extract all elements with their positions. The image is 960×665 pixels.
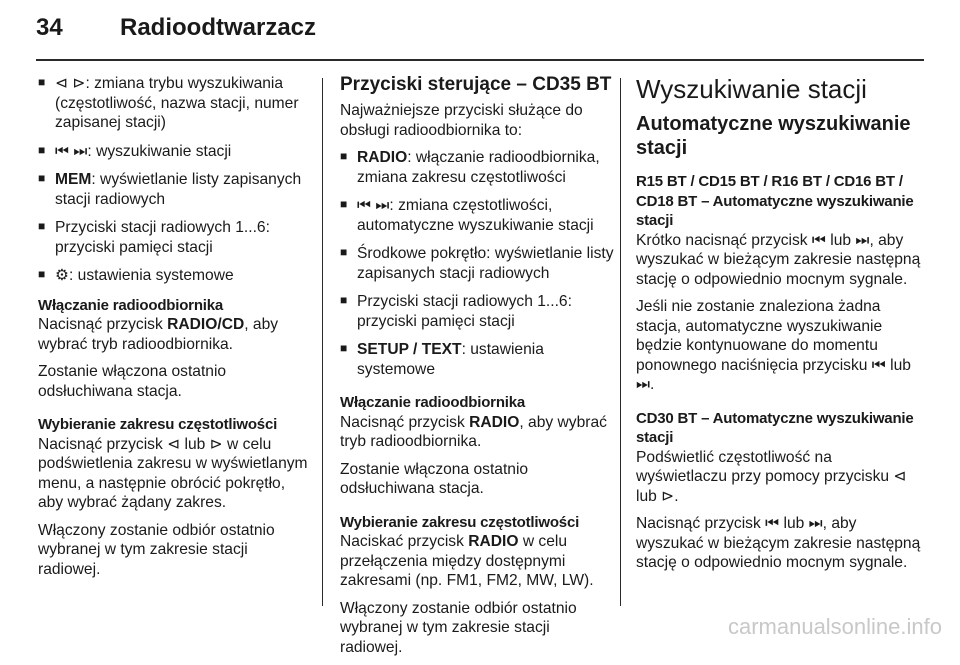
section-heading: Wybieranie zakresu częstotliwości [340, 513, 580, 531]
page-header [0, 0, 960, 60]
col2-button-list [340, 148, 615, 379]
section-heading: CD30 BT – Automatyczne wyszukiwanie stacji [636, 409, 914, 446]
paragraph: Jeśli nie zostanie znaleziona żadna stacja, automatyczne wyszukiwanie będzie kontynuowane do momentu ponownego naciśnięcia przycisku ⏮ lub ⏭. [636, 298, 911, 393]
watermark: carmanualsonline.info [727, 614, 942, 639]
paragraph: Nacisnąć przycisk RADIO, aby wybrać tryb radioodbiornika. [340, 413, 607, 450]
paragraph: Zostanie włączona ostatnio odsłuchiwana stacja. [340, 460, 529, 497]
col1-button-list [38, 74, 310, 286]
paragraph: Krótko nacisnąć przycisk ⏮ lub ⏭, aby wyszukać w bieżącym zakresie następną stację o odpowiednio mocnym sygnale. [636, 231, 921, 288]
list-item: ■ Przyciski stacji radiowych 1...6: przyciski pamięci stacji [38, 218, 310, 257]
section-title: Wyszukiwanie stacji [636, 74, 867, 104]
column-divider-2 [620, 78, 621, 606]
list-item: ■ ⚙: ustawienia systemowe [38, 266, 310, 286]
section-heading: Włączanie radioodbiornika [340, 394, 526, 411]
list-item: ■ ⏮ ⏭: zmiana częstotliwości, automatyczne wyszukiwanie stacji [340, 196, 615, 235]
column-2 [340, 74, 615, 665]
list-item: ■ SETUP / TEXT: ustawienia systemowe [340, 340, 615, 379]
section-heading: Włączanie radioodbiornika [38, 296, 224, 314]
column-3 [636, 74, 926, 581]
paragraph: Najważniejsze przyciski służące do obsługi radioodbiornika to: [340, 102, 583, 139]
list-item: ■ ⏮ ⏭: wyszukiwanie stacji [38, 142, 310, 162]
list-item: ■ Środkowe pokrętło: wyświetlanie listy zapisanych stacji radiowych [340, 244, 615, 283]
paragraph: Podświetlić częstotliwość na wyświetlaczu przy pomocy przycisku ⊲ lub ⊳. [636, 448, 907, 505]
paragraph: Nacisnąć przycisk RADIO/CD, aby wybrać tryb radioodbiornika. [38, 316, 279, 353]
list-item: ■ Przyciski stacji radiowych 1...6: przyciski pamięci stacji [340, 292, 615, 331]
page-number: 34 [36, 14, 63, 41]
list-item: ■ MEM: wyświetlanie listy zapisanych stacji radiowych [38, 170, 310, 209]
header-divider [36, 59, 924, 61]
paragraph: Zostanie włączona ostatnio odsłuchiwana stacja. [38, 363, 227, 400]
subsection-title: Automatyczne wyszukiwanie stacji [636, 113, 911, 159]
paragraph: Włączony zostanie odbiór ostatnio wybranej w tym zakresie stacji radiowej. [38, 521, 275, 578]
section-heading: R15 BT / CD15 BT / R16 BT / CD16 BT / CD18 BT – Automatyczne wyszukiwanie stacji [636, 173, 914, 229]
paragraph: Nacisnąć przycisk ⊲ lub ⊳ w celu podświetlenia zakresu w wyświetlanym menu, a następnie obrócić pokrętło, aby wybrać żądany zakres. [38, 435, 308, 511]
section-heading: Wybieranie zakresu częstotliwości [38, 416, 278, 433]
column-1 [38, 74, 310, 587]
list-item: ■ ⊲ ⊳: zmiana trybu wyszukiwania (częstotliwość, nazwa stacji, numer zapisanej stacji) [38, 74, 310, 133]
paragraph: Nacisnąć przycisk ⏮ lub ⏭, aby wyszukać w bieżącym zakresie następną stację o odpowiednio mocnym sygnale. [636, 515, 921, 571]
section-title: Przyciski sterujące – CD35 BT [340, 74, 612, 95]
paragraph: Naciskać przycisk RADIO w celu przełączenia między dostępnymi zakresami (np. FM1, FM2, MW, LW). [340, 533, 594, 589]
column-divider-1 [322, 78, 323, 606]
paragraph: Włączony zostanie odbiór ostatnio wybranej w tym zakresie stacji radiowej. [340, 599, 577, 656]
list-item: ■ RADIO: włączanie radioodbiornika, zmiana zakresu częstotliwości [340, 148, 615, 187]
chapter-title: Radioodtwarzacz [120, 14, 317, 41]
